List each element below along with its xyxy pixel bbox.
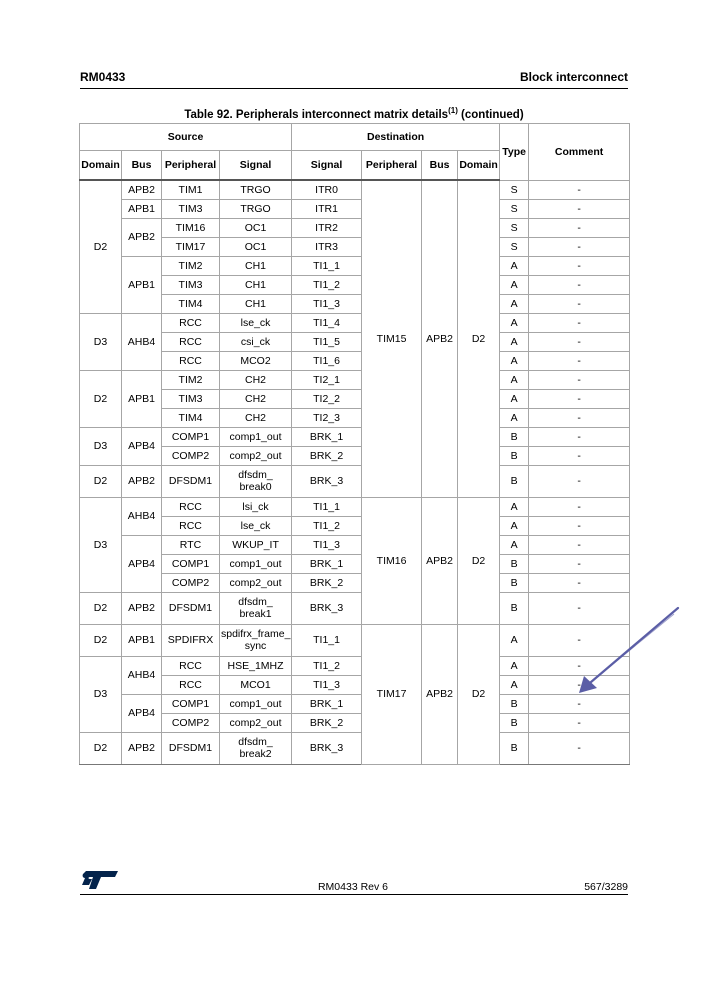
- dest-signal-cell: BRK_2: [292, 573, 362, 592]
- source-signal-cell: MCO1: [220, 675, 292, 694]
- source-peripheral-cell: TIM4: [162, 408, 220, 427]
- comment-cell: -: [529, 294, 630, 313]
- dest-signal-cell: BRK_2: [292, 713, 362, 732]
- source-bus-cell: APB2: [122, 732, 162, 764]
- source-signal-cell: csi_ck: [220, 332, 292, 351]
- source-signal-cell: dfsdm_ break0: [220, 465, 292, 497]
- table-caption: [80, 106, 628, 121]
- type-cell: B: [500, 465, 529, 497]
- source-peripheral-cell: COMP2: [162, 713, 220, 732]
- caption-suffix: (continued): [457, 108, 524, 121]
- header-doc-id: RM0433: [80, 70, 126, 84]
- comment-cell: -: [529, 624, 630, 656]
- source-signal-cell: dfsdm_ break2: [220, 732, 292, 764]
- table-row: [80, 218, 630, 237]
- dest-signal-cell: BRK_1: [292, 427, 362, 446]
- type-cell: A: [500, 332, 529, 351]
- dest-signal-cell: TI1_4: [292, 313, 362, 332]
- comment-cell: -: [529, 497, 630, 516]
- dest-signal-cell: BRK_3: [292, 592, 362, 624]
- source-peripheral-cell: COMP1: [162, 694, 220, 713]
- type-cell: B: [500, 732, 529, 764]
- source-signal-cell: lse_ck: [220, 313, 292, 332]
- source-signal-cell: spdifrx_frame_ sync: [220, 624, 292, 656]
- source-peripheral-cell: TIM16: [162, 218, 220, 237]
- source-bus-cell: APB2: [122, 592, 162, 624]
- source-peripheral-cell: TIM17: [162, 237, 220, 256]
- source-domain-cell: D2: [80, 180, 122, 313]
- source-domain-cell: D3: [80, 313, 122, 370]
- comment-cell: -: [529, 199, 630, 218]
- dest-signal-cell: TI1_2: [292, 656, 362, 675]
- table-row: [80, 554, 630, 573]
- col-domain-header: Domain: [80, 151, 122, 181]
- table-row: [80, 427, 630, 446]
- type-cell: A: [500, 294, 529, 313]
- header-rule: [80, 88, 628, 89]
- table-body: [80, 180, 630, 764]
- table-row: [80, 732, 630, 764]
- type-cell: A: [500, 535, 529, 554]
- table-row: [80, 256, 630, 275]
- source-signal-cell: WKUP_IT: [220, 535, 292, 554]
- arrow-annotation-icon: [570, 600, 685, 700]
- dest-signal-cell: BRK_1: [292, 554, 362, 573]
- dest-signal-cell: BRK_3: [292, 732, 362, 764]
- col-dest-domain-header: Domain: [458, 151, 500, 181]
- col-type-header: Type: [500, 124, 529, 181]
- col-dest-signal-header: Signal: [292, 151, 362, 181]
- comment-cell: -: [529, 370, 630, 389]
- source-domain-cell: D2: [80, 624, 122, 656]
- table-row: [80, 313, 630, 332]
- source-bus-cell: APB2: [122, 180, 162, 199]
- dest-signal-cell: ITR2: [292, 218, 362, 237]
- source-domain-cell: D2: [80, 465, 122, 497]
- comment-cell: -: [529, 732, 630, 764]
- type-cell: A: [500, 656, 529, 675]
- source-signal-cell: CH1: [220, 294, 292, 313]
- comment-cell: -: [529, 535, 630, 554]
- table-row: [80, 332, 630, 351]
- table-row: [80, 535, 630, 554]
- source-peripheral-cell: RCC: [162, 313, 220, 332]
- source-bus-cell: AHB4: [122, 313, 162, 370]
- type-cell: A: [500, 256, 529, 275]
- source-bus-cell: APB4: [122, 694, 162, 732]
- source-peripheral-cell: TIM3: [162, 389, 220, 408]
- table-row: [80, 351, 630, 370]
- table-row: [80, 624, 630, 656]
- source-peripheral-cell: TIM2: [162, 370, 220, 389]
- comment-cell: -: [529, 351, 630, 370]
- type-cell: B: [500, 573, 529, 592]
- dest-signal-cell: BRK_1: [292, 694, 362, 713]
- source-peripheral-cell: TIM3: [162, 199, 220, 218]
- table-row: [80, 237, 630, 256]
- comment-cell: -: [529, 256, 630, 275]
- comment-cell: -: [529, 516, 630, 535]
- source-signal-cell: comp1_out: [220, 694, 292, 713]
- table-row: [80, 408, 630, 427]
- caption-text: Table 92. Peripherals interconnect matrix details: [184, 108, 449, 121]
- dest-signal-cell: ITR0: [292, 180, 362, 199]
- table-row: [80, 675, 630, 694]
- source-peripheral-cell: COMP1: [162, 554, 220, 573]
- comment-cell: -: [529, 675, 630, 694]
- source-peripheral-cell: RCC: [162, 497, 220, 516]
- type-cell: B: [500, 713, 529, 732]
- source-peripheral-cell: TIM3: [162, 275, 220, 294]
- dest-signal-cell: ITR1: [292, 199, 362, 218]
- source-peripheral-cell: SPDIFRX: [162, 624, 220, 656]
- group-destination-header: Destination: [292, 124, 500, 151]
- source-peripheral-cell: TIM4: [162, 294, 220, 313]
- source-signal-cell: HSE_1MHZ: [220, 656, 292, 675]
- dest-domain-cell: D2: [458, 624, 500, 764]
- footer-revision: RM0433 Rev 6: [317, 881, 389, 893]
- type-cell: A: [500, 408, 529, 427]
- type-cell: A: [500, 275, 529, 294]
- dest-signal-cell: BRK_2: [292, 446, 362, 465]
- source-signal-cell: MCO2: [220, 351, 292, 370]
- dest-signal-cell: TI1_1: [292, 624, 362, 656]
- source-signal-cell: comp1_out: [220, 554, 292, 573]
- comment-cell: -: [529, 332, 630, 351]
- header-section: Block interconnect: [519, 70, 628, 84]
- source-bus-cell: APB4: [122, 535, 162, 592]
- col-signal-header: Signal: [220, 151, 292, 181]
- interconnect-matrix-table: [79, 123, 630, 765]
- type-cell: A: [500, 389, 529, 408]
- source-peripheral-cell: DFSDM1: [162, 732, 220, 764]
- source-signal-cell: TRGO: [220, 180, 292, 199]
- source-signal-cell: dfsdm_ break1: [220, 592, 292, 624]
- comment-cell: -: [529, 554, 630, 573]
- source-peripheral-cell: TIM2: [162, 256, 220, 275]
- source-bus-cell: APB4: [122, 427, 162, 465]
- col-dest-bus-header: Bus: [422, 151, 458, 181]
- comment-cell: -: [529, 237, 630, 256]
- type-cell: S: [500, 218, 529, 237]
- dest-signal-cell: TI1_3: [292, 675, 362, 694]
- dest-peripheral-cell: TIM17: [362, 624, 422, 764]
- source-signal-cell: lse_ck: [220, 516, 292, 535]
- source-signal-cell: CH2: [220, 389, 292, 408]
- source-signal-cell: OC1: [220, 237, 292, 256]
- col-peripheral-header: Peripheral: [162, 151, 220, 181]
- type-cell: A: [500, 516, 529, 535]
- table-row: [80, 370, 630, 389]
- source-bus-cell: APB1: [122, 370, 162, 427]
- dest-signal-cell: TI2_3: [292, 408, 362, 427]
- source-domain-cell: D3: [80, 427, 122, 465]
- table-row: [80, 275, 630, 294]
- table-row: [80, 713, 630, 732]
- comment-cell: -: [529, 446, 630, 465]
- table-row: [80, 389, 630, 408]
- source-peripheral-cell: RTC: [162, 535, 220, 554]
- table-row: [80, 180, 630, 199]
- table-row: [80, 573, 630, 592]
- source-peripheral-cell: RCC: [162, 675, 220, 694]
- footer-page-number: 567/3289: [584, 881, 628, 893]
- dest-signal-cell: TI2_2: [292, 389, 362, 408]
- col-comment-header: Comment: [529, 124, 630, 181]
- type-cell: A: [500, 675, 529, 694]
- dest-signal-cell: TI1_5: [292, 332, 362, 351]
- type-cell: B: [500, 694, 529, 713]
- dest-signal-cell: TI1_2: [292, 516, 362, 535]
- source-peripheral-cell: RCC: [162, 656, 220, 675]
- type-cell: S: [500, 180, 529, 199]
- col-bus-header: Bus: [122, 151, 162, 181]
- dest-signal-cell: ITR3: [292, 237, 362, 256]
- source-peripheral-cell: DFSDM1: [162, 465, 220, 497]
- source-signal-cell: comp2_out: [220, 573, 292, 592]
- comment-cell: -: [529, 713, 630, 732]
- dest-bus-cell: APB2: [422, 624, 458, 764]
- source-domain-cell: D2: [80, 592, 122, 624]
- source-peripheral-cell: COMP2: [162, 573, 220, 592]
- source-signal-cell: comp2_out: [220, 446, 292, 465]
- comment-cell: -: [529, 427, 630, 446]
- source-signal-cell: OC1: [220, 218, 292, 237]
- dest-domain-cell: D2: [458, 180, 500, 497]
- dest-signal-cell: TI1_1: [292, 256, 362, 275]
- source-signal-cell: CH1: [220, 275, 292, 294]
- dest-signal-cell: TI1_1: [292, 497, 362, 516]
- dest-signal-cell: BRK_3: [292, 465, 362, 497]
- type-cell: B: [500, 427, 529, 446]
- comment-cell: -: [529, 389, 630, 408]
- dest-bus-cell: APB2: [422, 180, 458, 497]
- source-bus-cell: AHB4: [122, 656, 162, 694]
- comment-cell: -: [529, 180, 630, 199]
- table-row: [80, 592, 630, 624]
- dest-peripheral-cell: TIM16: [362, 497, 422, 624]
- source-signal-cell: comp2_out: [220, 713, 292, 732]
- source-domain-cell: D2: [80, 732, 122, 764]
- source-bus-cell: APB2: [122, 218, 162, 256]
- type-cell: S: [500, 199, 529, 218]
- group-source-header: Source: [80, 124, 292, 151]
- comment-cell: -: [529, 656, 630, 675]
- dest-peripheral-cell: TIM15: [362, 180, 422, 497]
- type-cell: B: [500, 554, 529, 573]
- source-bus-cell: APB1: [122, 624, 162, 656]
- dest-signal-cell: TI1_3: [292, 535, 362, 554]
- source-signal-cell: CH2: [220, 370, 292, 389]
- source-signal-cell: comp1_out: [220, 427, 292, 446]
- type-cell: A: [500, 624, 529, 656]
- source-signal-cell: lsi_ck: [220, 497, 292, 516]
- source-domain-cell: D3: [80, 656, 122, 732]
- type-cell: B: [500, 592, 529, 624]
- source-bus-cell: APB1: [122, 256, 162, 313]
- type-cell: A: [500, 351, 529, 370]
- table-row: [80, 497, 630, 516]
- dest-bus-cell: APB2: [422, 497, 458, 624]
- source-peripheral-cell: RCC: [162, 351, 220, 370]
- table-row: [80, 199, 630, 218]
- table-row: [80, 656, 630, 675]
- source-peripheral-cell: RCC: [162, 516, 220, 535]
- source-peripheral-cell: DFSDM1: [162, 592, 220, 624]
- dest-signal-cell: TI1_3: [292, 294, 362, 313]
- dest-domain-cell: D2: [458, 497, 500, 624]
- source-signal-cell: TRGO: [220, 199, 292, 218]
- source-domain-cell: D3: [80, 497, 122, 592]
- table-row: [80, 516, 630, 535]
- dest-signal-cell: TI1_6: [292, 351, 362, 370]
- source-signal-cell: CH1: [220, 256, 292, 275]
- footer-rule: [80, 894, 628, 895]
- comment-cell: -: [529, 592, 630, 624]
- header-row-groups: [80, 124, 630, 151]
- caption-note: (1): [448, 106, 458, 115]
- table-row: [80, 694, 630, 713]
- type-cell: A: [500, 370, 529, 389]
- source-peripheral-cell: COMP1: [162, 427, 220, 446]
- source-domain-cell: D2: [80, 370, 122, 427]
- table-row: [80, 446, 630, 465]
- type-cell: B: [500, 446, 529, 465]
- source-peripheral-cell: COMP2: [162, 446, 220, 465]
- type-cell: A: [500, 313, 529, 332]
- comment-cell: -: [529, 408, 630, 427]
- comment-cell: -: [529, 573, 630, 592]
- type-cell: S: [500, 237, 529, 256]
- source-bus-cell: APB2: [122, 465, 162, 497]
- comment-cell: -: [529, 275, 630, 294]
- table-row: [80, 294, 630, 313]
- table-row: [80, 465, 630, 497]
- comment-cell: -: [529, 694, 630, 713]
- dest-signal-cell: TI2_1: [292, 370, 362, 389]
- comment-cell: -: [529, 465, 630, 497]
- type-cell: A: [500, 497, 529, 516]
- source-signal-cell: CH2: [220, 408, 292, 427]
- source-peripheral-cell: RCC: [162, 332, 220, 351]
- dest-signal-cell: TI1_2: [292, 275, 362, 294]
- source-peripheral-cell: TIM1: [162, 180, 220, 199]
- comment-cell: -: [529, 218, 630, 237]
- source-bus-cell: APB1: [122, 199, 162, 218]
- col-dest-peripheral-header: Peripheral: [362, 151, 422, 181]
- comment-cell: -: [529, 313, 630, 332]
- source-bus-cell: AHB4: [122, 497, 162, 535]
